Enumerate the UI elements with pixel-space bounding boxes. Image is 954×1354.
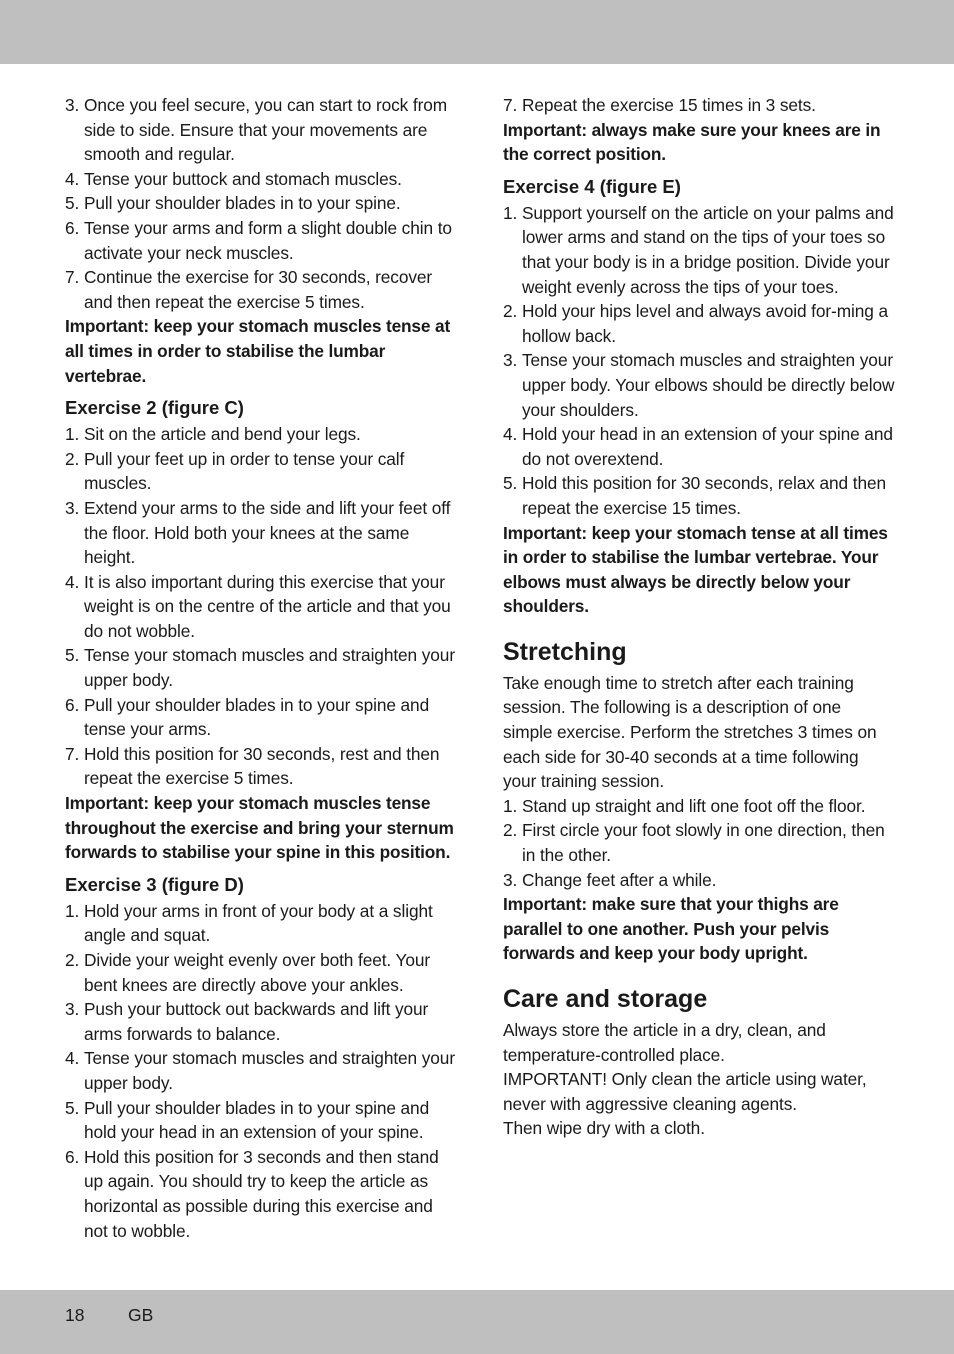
exercise-4-steps <box>503 201 895 521</box>
list-item: 2. First circle your foot slowly in one direction, then in the other. <box>503 820 885 866</box>
list-item: 6. Pull your shoulder blades in to your spine and tense your arms. <box>65 694 430 740</box>
right-column <box>503 93 895 1141</box>
exercise-2-heading: Exercise 2 (figure C) <box>65 397 244 419</box>
important-note: Important: make sure that your thighs are parallel to one another. Push your pelvis forwards and keep your body upright. <box>503 894 839 964</box>
stretching-steps <box>503 794 895 892</box>
list-item: 4. Hold your head in an extension of your spine and do not overextend. <box>503 424 893 469</box>
important-note: Important: always make sure your knees are in the correct position. <box>503 119 881 165</box>
care-text-cleaning: IMPORTANT! Only clean the article using water, never with aggressive cleaning agents. <box>503 1069 867 1114</box>
exercise-3-steps <box>65 899 457 1243</box>
important-note: Important: keep your stomach muscles tense throughout the exercise and bring your sternum forwards to stabilise your spine in this position. <box>65 793 454 863</box>
list-item: 5. Hold this position for 30 seconds, relax and then repeat the exercise 15 times. <box>503 473 886 518</box>
exercise-4-heading: Exercise 4 (figure E) <box>503 175 681 197</box>
list-item: 4. It is also important during this exercise that your weight is on the centre of the article and that you do not wobble. <box>65 571 451 641</box>
list-item: 3. Extend your arms to the side and lift your feet off the floor. Hold both your knees at the same height. <box>65 497 451 568</box>
care-storage-heading: Care and storage <box>503 985 708 1013</box>
list-item: 4. Tense your stomach muscles and straighten your upper body. <box>65 1048 455 1093</box>
list-item: 3. Once you feel secure, you can start to rock from side to side. Ensure that your movements are smooth and regular. <box>65 95 448 165</box>
list-item: 1. Support yourself on the article on your palms and lower arms and stand on the tips of your toes so that your body is in a bridge position. Divide your weight evenly across the tips of your toes. <box>503 202 894 297</box>
exercise-2-steps <box>65 422 457 791</box>
list-item: 2. Divide your weight evenly over both feet. Your bent knees are directly above your ankles. <box>65 950 431 995</box>
list-item: 3. Push your buttock out backwards and lift your arms forwards to balance. <box>65 999 429 1044</box>
exercise-1-steps <box>65 93 457 314</box>
list-item: 5. Pull your shoulder blades in to your spine and hold your head in an extension of your spine. <box>65 1097 430 1143</box>
list-item: 7. Hold this position for 30 seconds, rest and then repeat the exercise 5 times. <box>65 743 440 789</box>
language-code: GB <box>128 1305 154 1325</box>
stretching-intro: Take enough time to stretch after each training session. The following is a description of one simple exercise. Perform the stretches 3 times on each side for 30-40 seconds at a time following your training session. <box>503 672 877 792</box>
page-number: 18 <box>65 1305 85 1325</box>
list-item: 7. Continue the exercise for 30 seconds, recover and then repeat the exercise 5 times. <box>65 267 433 312</box>
list-item: 6. Tense your arms and form a slight double chin to activate your neck muscles. <box>65 217 452 263</box>
list-item: 1. Hold your arms in front of your body at a slight angle and squat. <box>65 900 433 946</box>
stretching-heading: Stretching <box>503 637 627 666</box>
header-bar <box>0 0 954 64</box>
care-text-drying: Then wipe dry with a cloth. <box>503 1118 705 1139</box>
list-item: 7. Repeat the exercise 15 times in 3 sets. <box>503 95 816 115</box>
left-column <box>65 93 457 1243</box>
list-item: 1. Sit on the article and bend your legs. <box>65 424 361 445</box>
list-item: 3. Tense your stomach muscles and straighten your upper body. Your elbows should be directly below your shoulders. <box>503 350 895 420</box>
list-item: 5. Tense your stomach muscles and straighten your upper body. <box>65 645 455 691</box>
list-item: 6. Hold this position for 3 seconds and then stand up again. You should try to keep the article as horizontal as possible during this exercise and not to wobble. <box>65 1146 439 1241</box>
important-note: Important: keep your stomach muscles tense at all times in order to stabilise the lumbar vertebrae. <box>65 316 451 386</box>
important-note: Important: keep your stomach tense at all times in order to stabilise the lumbar vertebrae. Your elbows must always be directly below your shoulders. <box>503 522 888 617</box>
list-item: 2. Hold your hips level and always avoid for-ming a hollow back. <box>503 301 888 346</box>
care-text-storage: Always store the article in a dry, clean, and temperature-controlled place. <box>503 1020 826 1065</box>
exercise-3-steps-continued <box>503 93 895 118</box>
list-item: 4. Tense your buttock and stomach muscles. <box>65 168 402 189</box>
exercise-3-heading: Exercise 3 (figure D) <box>65 873 244 895</box>
list-item: 3. Change feet after a while. <box>503 869 717 890</box>
list-item: 2. Pull your feet up in order to tense your calf muscles. <box>65 448 405 494</box>
list-item: 1. Stand up straight and lift one foot off the floor. <box>503 795 866 816</box>
list-item: 5. Pull your shoulder blades in to your spine. <box>65 193 401 214</box>
